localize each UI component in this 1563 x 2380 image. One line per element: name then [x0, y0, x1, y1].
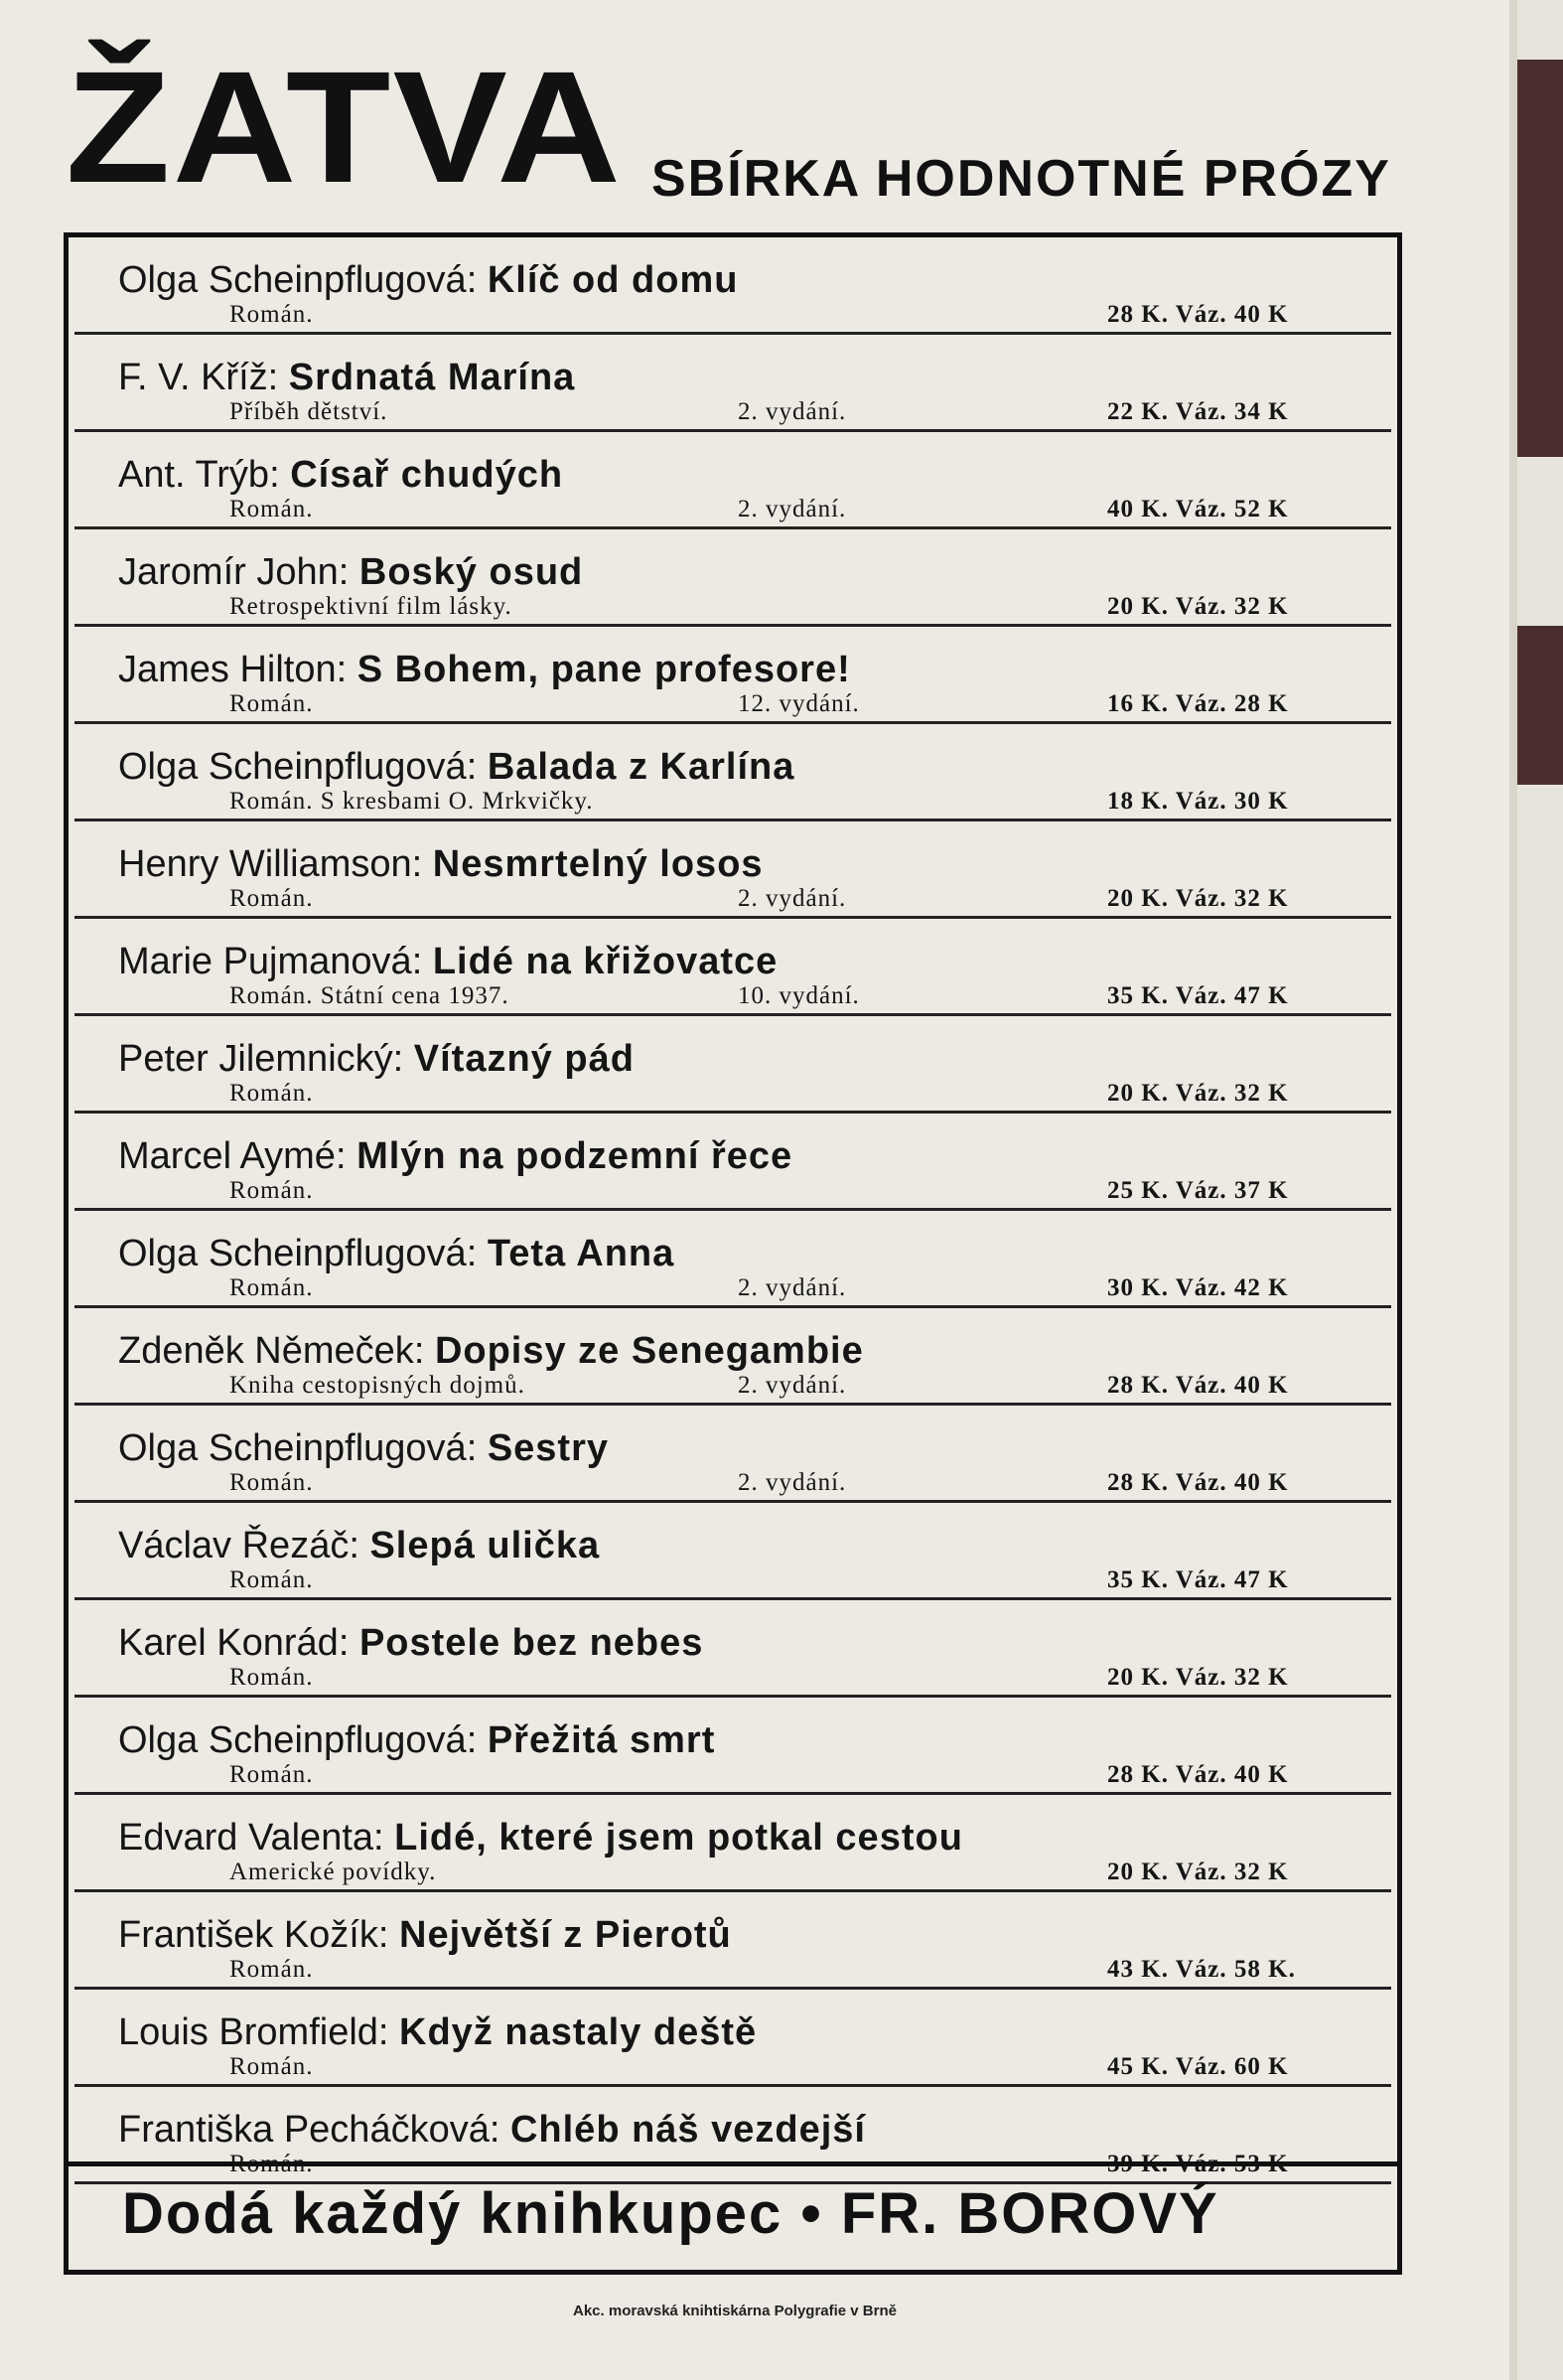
book-note: Román.	[229, 496, 314, 522]
book-note: Román.	[229, 1274, 314, 1301]
book-title: Největší z Pierotů	[399, 1914, 732, 1956]
page-edge	[1509, 0, 1517, 2380]
book-author: Olga Scheinpflugová	[118, 1233, 467, 1274]
book-edition: 2. vydání.	[738, 496, 847, 522]
author-separator: :	[466, 1427, 488, 1469]
book-author: Františka Pecháčková	[118, 2109, 490, 2151]
book-heading	[118, 649, 851, 690]
book-title: Nesmrtelný losos	[432, 843, 764, 885]
book-price: 28 K. Váz. 40 K	[1107, 1761, 1289, 1788]
book-title: Císař chudých	[290, 454, 564, 496]
book-heading	[118, 1038, 635, 1080]
book-edition: 2. vydání.	[738, 885, 847, 912]
book-title: Sestry	[487, 1427, 610, 1469]
book-row	[74, 1016, 1391, 1114]
back-cover-edge-lower	[1517, 626, 1563, 785]
book-note: Román.	[229, 1761, 314, 1788]
book-note: Román.	[229, 2053, 314, 2080]
author-separator: :	[335, 1135, 357, 1177]
author-separator: :	[338, 1622, 359, 1664]
book-author: Henry Williamson	[118, 843, 412, 885]
book-heading	[118, 1719, 715, 1761]
book-price: 22 K. Váz. 34 K	[1107, 398, 1289, 425]
book-note: Román.	[229, 1956, 314, 1983]
book-note: Román.	[229, 1080, 314, 1107]
header	[66, 38, 1456, 216]
book-row	[74, 1698, 1391, 1795]
book-note: Román. Státní cena 1937.	[229, 982, 509, 1009]
book-row	[74, 1600, 1391, 1698]
book-heading	[118, 1330, 864, 1372]
book-price: 20 K. Váz. 32 K	[1107, 593, 1289, 620]
author-separator: :	[466, 1719, 488, 1761]
printer-text: Akc. moravská knihtiskárna Polygrafie v Brně	[573, 2303, 897, 2319]
book-title: Boský osud	[358, 551, 584, 593]
book-edition: 2. vydání.	[738, 398, 847, 425]
book-row	[74, 1114, 1391, 1211]
book-author: František Kožík	[118, 1914, 378, 1956]
book-author: James Hilton	[118, 649, 337, 690]
book-note: Román.	[229, 1566, 314, 1593]
book-title: S Bohem, pane profesore!	[356, 649, 851, 690]
book-heading	[118, 2109, 866, 2151]
back-cover-edge	[1517, 60, 1563, 457]
book-row	[74, 1308, 1391, 1406]
book-heading	[118, 357, 575, 398]
book-note: Kniha cestopisných dojmů.	[229, 1372, 525, 1399]
author-separator: :	[411, 941, 433, 982]
book-author: Louis Bromfield	[118, 2011, 378, 2053]
book-title: Chléb náš vezdejší	[509, 2109, 866, 2151]
book-author: Edvard Valenta	[118, 1817, 374, 1859]
author-separator: :	[466, 746, 488, 788]
book-price: 20 K. Váz. 32 K	[1107, 885, 1289, 912]
book-edition: 2. vydání.	[738, 1469, 847, 1496]
book-row	[74, 432, 1391, 529]
book-title: Lidé, které jsem potkal cestou	[394, 1817, 963, 1859]
printer-imprint	[0, 2303, 1509, 2319]
author-separator: :	[413, 1330, 435, 1372]
book-heading	[118, 1525, 600, 1566]
book-title: Postele bez nebes	[358, 1622, 704, 1664]
book-list-box	[64, 232, 1402, 2275]
book-author: Zdeněk Němeček	[118, 1330, 414, 1372]
book-price: 20 K. Váz. 32 K	[1107, 1859, 1289, 1885]
book-price: 18 K. Váz. 30 K	[1107, 788, 1289, 815]
author-separator: :	[267, 357, 289, 398]
book-edition: 2. vydání.	[738, 1274, 847, 1301]
book-note: Román.	[229, 1664, 314, 1691]
book-row	[74, 821, 1391, 919]
book-price: 40 K. Váz. 52 K	[1107, 496, 1289, 522]
book-author: Jaromír John	[118, 551, 339, 593]
author-separator: :	[373, 1817, 395, 1859]
footer	[69, 2161, 1397, 2270]
book-author: Peter Jilemnický	[118, 1038, 393, 1080]
book-note: Román.	[229, 885, 314, 912]
book-price: 35 K. Váz. 47 K	[1107, 982, 1289, 1009]
book-row	[74, 919, 1391, 1016]
book-author: Marie Pujmanová	[118, 941, 412, 982]
book-heading	[118, 941, 778, 982]
author-separator: :	[466, 259, 488, 301]
book-heading	[118, 1817, 963, 1859]
book-author: Václav Řezáč	[118, 1525, 350, 1566]
book-heading	[118, 2011, 757, 2053]
book-price: 28 K. Váz. 40 K	[1107, 1372, 1289, 1399]
book-price: 35 K. Váz. 47 K	[1107, 1566, 1289, 1593]
book-author: Olga Scheinpflugová	[118, 1427, 467, 1469]
book-heading	[118, 1622, 703, 1664]
book-price: 28 K. Váz. 40 K	[1107, 301, 1289, 328]
book-note: Americké povídky.	[229, 1859, 437, 1885]
author-separator: :	[336, 649, 357, 690]
book-row	[74, 335, 1391, 432]
book-author: Olga Scheinpflugová	[118, 746, 467, 788]
author-separator: :	[269, 454, 291, 496]
book-price: 20 K. Váz. 32 K	[1107, 1664, 1289, 1691]
book-author: Ant. Trýb	[118, 454, 270, 496]
book-author: Marcel Aymé	[118, 1135, 336, 1177]
author-separator: :	[411, 843, 433, 885]
series-title: ŽATVA	[66, 38, 624, 216]
book-price: 43 K. Váz. 58 K.	[1107, 1956, 1296, 1983]
book-title: Mlýn na podzemní řece	[356, 1135, 793, 1177]
book-row	[74, 1406, 1391, 1503]
book-note: Román. S kresbami O. Mrkvičky.	[229, 788, 594, 815]
book-note: Román.	[229, 301, 314, 328]
book-price: 45 K. Váz. 60 K	[1107, 2053, 1289, 2080]
book-title: Když nastaly deště	[399, 2011, 758, 2053]
book-title: Klíč od domu	[487, 259, 739, 301]
author-separator: :	[466, 1233, 488, 1274]
book-heading	[118, 1914, 732, 1956]
book-title: Teta Anna	[487, 1233, 675, 1274]
book-note: Příběh dětství.	[229, 398, 388, 425]
book-row	[74, 237, 1391, 335]
book-title: Balada z Karlína	[487, 746, 795, 788]
book-row	[74, 1892, 1391, 1990]
book-title: Přežitá smrt	[487, 1719, 716, 1761]
book-row	[74, 1503, 1391, 1600]
book-edition: 12. vydání.	[738, 690, 860, 717]
book-row	[74, 1211, 1391, 1308]
book-price: 25 K. Váz. 37 K	[1107, 1177, 1289, 1204]
book-heading	[118, 1427, 609, 1469]
book-price: 28 K. Váz. 40 K	[1107, 1469, 1289, 1496]
author-separator: :	[392, 1038, 414, 1080]
book-row	[74, 724, 1391, 821]
book-author: F. V. Kříž	[118, 357, 268, 398]
author-separator: :	[349, 1525, 370, 1566]
book-price: 20 K. Váz. 32 K	[1107, 1080, 1289, 1107]
book-price: 16 K. Váz. 28 K	[1107, 690, 1289, 717]
book-heading	[118, 551, 583, 593]
book-edition: 10. vydání.	[738, 982, 860, 1009]
series-subtitle: SBÍRKA HODNOTNÉ PRÓZY	[651, 150, 1391, 208]
book-title: Dopisy ze Senegambie	[434, 1330, 864, 1372]
book-heading	[118, 746, 794, 788]
book-row	[74, 1990, 1391, 2087]
author-separator: :	[489, 2109, 510, 2151]
author-separator: :	[377, 1914, 399, 1956]
book-note: Román.	[229, 1177, 314, 1204]
footer-text: Dodá každý knihkupec • FR. BOROVÝ	[122, 2181, 1219, 2246]
book-row	[74, 529, 1391, 627]
book-title: Lidé na křižovatce	[432, 941, 779, 982]
book-note: Retrospektivní film lásky.	[229, 593, 512, 620]
book-row	[74, 627, 1391, 724]
book-title: Srdnatá Marína	[288, 357, 576, 398]
book-price: 30 K. Váz. 42 K	[1107, 1274, 1289, 1301]
book-title: Slepá ulička	[369, 1525, 601, 1566]
book-note: Román.	[229, 690, 314, 717]
book-heading	[118, 259, 738, 301]
book-note: Román.	[229, 2151, 314, 2177]
book-author: Olga Scheinpflugová	[118, 1719, 467, 1761]
book-row	[74, 1795, 1391, 1892]
book-price: 39 K. Váz. 53 K	[1107, 2151, 1289, 2177]
book-author: Karel Konrád	[118, 1622, 339, 1664]
book-title: Vítazný pád	[413, 1038, 635, 1080]
book-heading	[118, 454, 563, 496]
author-separator: :	[377, 2011, 400, 2053]
book-edition: 2. vydání.	[738, 1372, 847, 1399]
book-list	[69, 237, 1397, 2184]
book-heading	[118, 1233, 674, 1274]
book-heading	[118, 1135, 792, 1177]
book-note: Román.	[229, 1469, 314, 1496]
book-heading	[118, 843, 764, 885]
book-author: Olga Scheinpflugová	[118, 259, 467, 301]
author-separator: :	[338, 551, 359, 593]
